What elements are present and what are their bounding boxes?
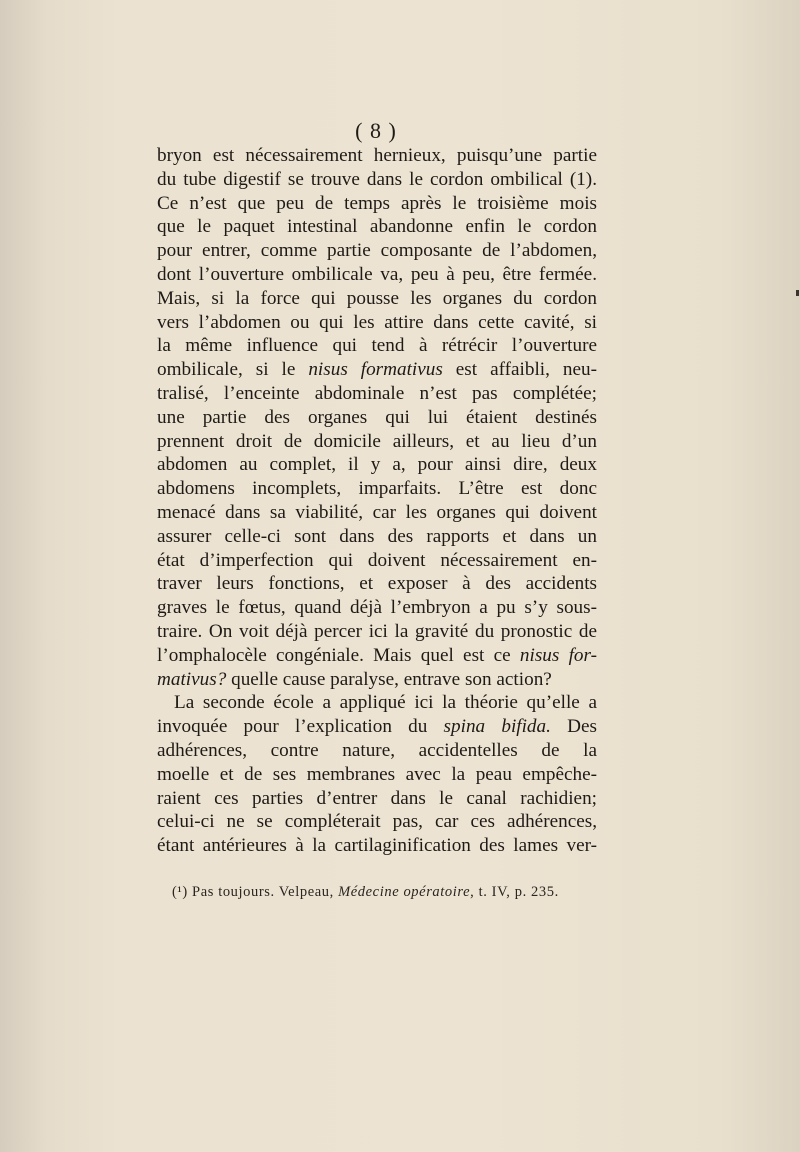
text-line bbox=[157, 644, 597, 668]
text-line bbox=[157, 215, 597, 239]
text-line bbox=[157, 834, 597, 858]
footnote bbox=[172, 884, 612, 901]
text-line bbox=[157, 739, 597, 763]
text-line bbox=[157, 620, 597, 644]
italic-text: spina bifida. bbox=[443, 716, 551, 738]
margin-mark bbox=[796, 290, 799, 296]
italic-text: nisus for- bbox=[519, 644, 597, 666]
text-line bbox=[157, 810, 597, 834]
line-text: une partie des organes qui lui étaient destinés bbox=[157, 406, 597, 428]
line-text: étant antérieures à la cartilaginification des lames ver- bbox=[157, 835, 597, 857]
footnote-italic: Médecine opératoire bbox=[338, 884, 471, 900]
line-text: menacé dans sa viabilité, car les organes qui doivent bbox=[157, 501, 597, 523]
line-text: vers l’abdomen ou qui les attire dans cette cavité, si bbox=[157, 311, 597, 333]
line-text: graves le fœtus, quand déjà l’embryon a pu s’y sous- bbox=[157, 597, 597, 619]
text-line bbox=[157, 572, 597, 596]
body-text bbox=[157, 144, 597, 858]
italic-text: mativus? bbox=[157, 668, 227, 690]
text-line bbox=[157, 311, 597, 335]
text-line bbox=[157, 144, 597, 168]
text-line bbox=[157, 192, 597, 216]
text-line bbox=[157, 549, 597, 573]
text-line bbox=[157, 453, 597, 477]
line-text: que le paquet intestinal abandonne enfin le cordon bbox=[157, 216, 597, 238]
line-text: assurer celle-ci sont dans des rapports et dans un bbox=[157, 525, 597, 547]
line-text: bryon est nécessairement hernieux, puisqu’une partie bbox=[157, 145, 597, 166]
text-line bbox=[157, 239, 597, 263]
line-text: La seconde école a appliqué ici la théorie qu’elle a bbox=[174, 692, 597, 714]
line-text: traire. On voit déjà percer ici la gravité du pronostic de bbox=[157, 620, 597, 642]
text-line bbox=[157, 334, 597, 358]
line-text: abdomen au complet, il y a, pour ainsi dire, deux bbox=[157, 454, 597, 476]
text-line bbox=[157, 430, 597, 454]
page-number: ( 8 ) bbox=[355, 118, 397, 143]
line-text: Des bbox=[550, 716, 597, 738]
line-text: abdomens incomplets, imparfaits. L’être est donc bbox=[157, 478, 597, 500]
footnote-text: (¹) Pas toujours. Velpeau, bbox=[172, 884, 339, 900]
line-text: état d’imperfection qui doivent nécessairement en- bbox=[157, 549, 597, 571]
footnote-text: , t. IV, p. 235. bbox=[470, 884, 559, 900]
line-text: invoquée pour l’explication du bbox=[157, 716, 444, 738]
line-text: Mais, si la force qui pousse les organes du cordon bbox=[157, 287, 597, 309]
line-text: prennent droit de domicile ailleurs, et au lieu d’un bbox=[157, 430, 597, 452]
text-line bbox=[157, 763, 597, 787]
text-line bbox=[157, 715, 597, 739]
line-text: pour entrer, comme partie composante de l’abdomen, bbox=[157, 240, 597, 262]
text-line bbox=[157, 787, 597, 811]
line-text: traver leurs fonctions, et exposer à des accidents bbox=[157, 573, 597, 595]
line-text: la même influence qui tend à rétrécir l’ouverture bbox=[157, 335, 597, 357]
line-text: du tube digestif se trouve dans le cordon ombilical (1). bbox=[157, 168, 597, 190]
line-text: est affaibli, neu- bbox=[442, 359, 597, 381]
line-text: raient ces parties d’entrer dans le canal rachidien; bbox=[157, 787, 597, 809]
line-text: adhérences, contre nature, accidentelles de la bbox=[157, 739, 597, 761]
text-line bbox=[157, 525, 597, 549]
line-text: dont l’ouverture ombilicale va, peu à peu, être fermée. bbox=[157, 263, 597, 285]
text-line bbox=[157, 168, 597, 192]
line-text: moelle et de ses membranes avec la peau empêche- bbox=[157, 763, 597, 785]
text-line bbox=[157, 358, 597, 382]
text-line bbox=[157, 406, 597, 430]
text-line bbox=[157, 691, 597, 715]
text-line bbox=[157, 501, 597, 525]
text-line bbox=[157, 668, 597, 692]
line-text: celui-ci ne se compléterait pas, car ces adhérences, bbox=[157, 811, 597, 833]
text-line bbox=[157, 477, 597, 501]
line-text: tralisé, l’enceinte abdominale n’est pas complétée; bbox=[157, 382, 597, 404]
text-line bbox=[157, 596, 597, 620]
italic-text: nisus formativus bbox=[308, 359, 443, 381]
text-line bbox=[157, 263, 597, 287]
text-line bbox=[157, 287, 597, 311]
line-text: quelle cause paralyse, entrave son action? bbox=[226, 668, 552, 690]
text-line bbox=[157, 382, 597, 406]
line-text: l’omphalocèle congéniale. Mais quel est ce bbox=[157, 644, 520, 666]
line-text: ombilicale, si le bbox=[157, 359, 309, 381]
line-text: Ce n’est que peu de temps après le troisième mois bbox=[157, 192, 597, 214]
